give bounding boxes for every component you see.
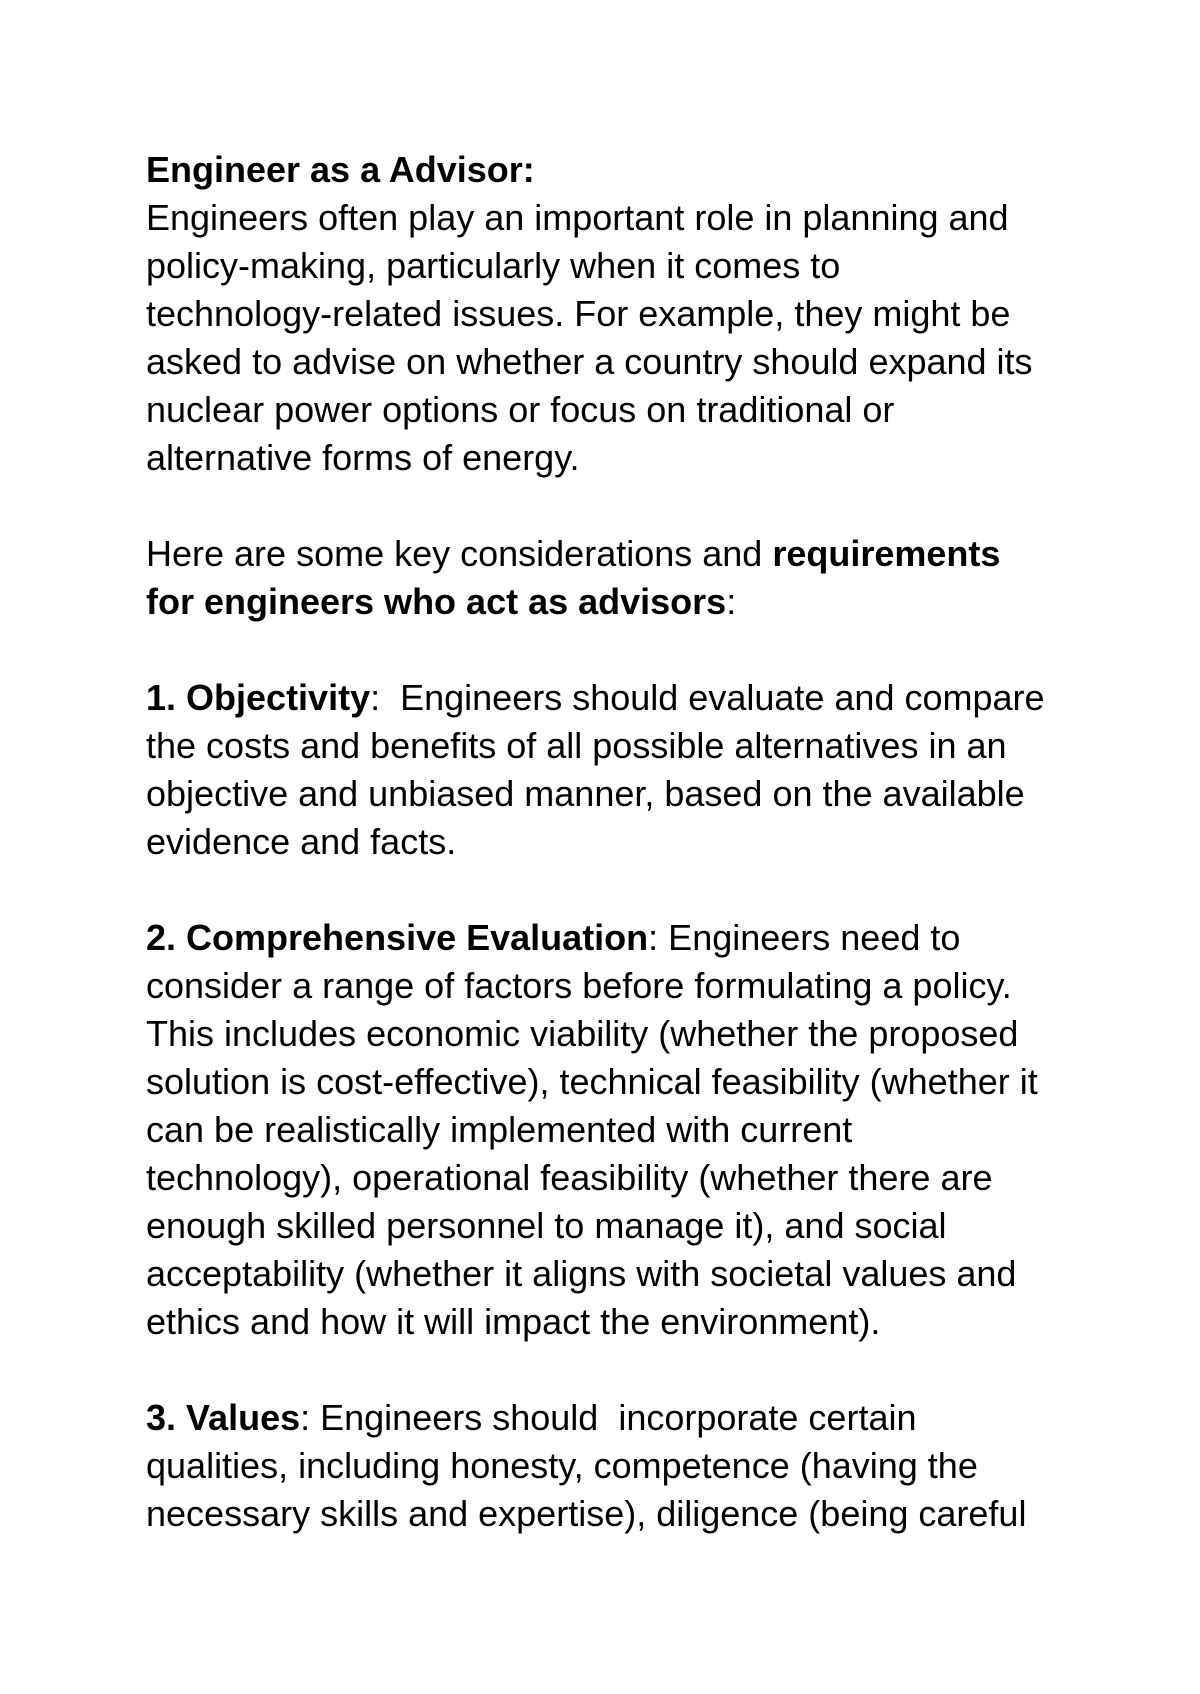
item-line: can be realistically implemented with current — [146, 1109, 853, 1150]
item-text: : Engineers should incorporate certain — [300, 1397, 917, 1438]
item-term: Values — [186, 1397, 301, 1438]
item-number: 2. — [146, 917, 187, 958]
item-line: acceptability (whether it aligns with societal values and — [146, 1253, 1017, 1294]
item-line: enough skilled personnel to manage it), and social — [146, 1205, 947, 1246]
item-text: : Engineers should evaluate and compare — [370, 677, 1045, 718]
intro-line: alternative forms of energy. — [146, 437, 580, 478]
item-line: This includes economic viability (whether the proposed — [146, 1013, 1019, 1054]
heading — [146, 146, 1086, 194]
document-body — [146, 146, 1086, 1538]
list-item-objectivity — [146, 674, 1086, 866]
item-line: qualities, including honesty, competence (having the — [146, 1445, 978, 1486]
lead-plain-text: Here are some key considerations and — [146, 533, 773, 574]
item-number: 1. — [146, 677, 187, 718]
list-item-comprehensive-evaluation — [146, 914, 1086, 1346]
lead-paragraph — [146, 530, 1086, 626]
item-line: objective and unbiased manner, based on the available — [146, 773, 1025, 814]
item-first-line — [146, 914, 1086, 962]
item-first-line — [146, 674, 1086, 722]
intro-line: asked to advise on whether a country should expand its — [146, 341, 1033, 382]
item-first-line — [146, 1394, 1086, 1442]
intro-line: nuclear power options or focus on traditional or — [146, 389, 895, 430]
intro-line: Engineers often play an important role in planning and — [146, 197, 1009, 238]
list-item-values — [146, 1394, 1086, 1538]
item-term: Objectivity — [186, 677, 371, 718]
item-term: Comprehensive Evaluation — [186, 917, 649, 958]
intro-line: technology-related issues. For example, they might be — [146, 293, 1011, 334]
intro-line: policy-making, particularly when it comes to — [146, 245, 841, 286]
lead-plain-text: : — [726, 581, 737, 622]
heading-text: Engineer as a Advisor: — [146, 149, 535, 190]
lead-bold-text: for engineers who act as advisors — [146, 581, 727, 622]
item-number: 3. — [146, 1397, 187, 1438]
item-line: solution is cost-effective), technical feasibility (whether it — [146, 1061, 1038, 1102]
item-line: technology), operational feasibility (whether there are — [146, 1157, 993, 1198]
lead-line-1 — [146, 530, 1086, 578]
lead-line-2 — [146, 578, 1086, 626]
item-line: evidence and facts. — [146, 821, 457, 862]
item-text: : Engineers need to — [648, 917, 961, 958]
item-line: consider a range of factors before formulating a policy. — [146, 965, 1012, 1006]
item-line: the costs and benefits of all possible alternatives in an — [146, 725, 1007, 766]
item-line: necessary skills and expertise), diligence (being careful — [146, 1493, 1027, 1534]
intro-paragraph — [146, 194, 1086, 482]
lead-bold-text: requirements — [772, 533, 1001, 574]
item-line: ethics and how it will impact the environment). — [146, 1301, 881, 1342]
